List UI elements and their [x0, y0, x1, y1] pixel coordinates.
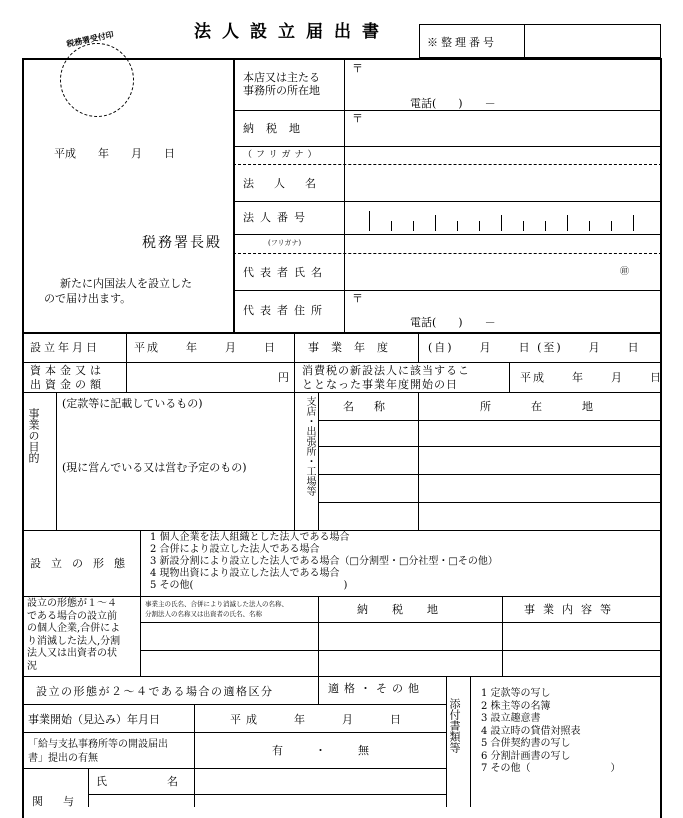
tax-place-postal-mark: 〒	[352, 112, 363, 125]
predecessor-name-note-1: 事業主の氏名、合併により消滅した法人の名称、	[145, 600, 288, 608]
branch-name-col: 名称	[343, 400, 405, 413]
consumption-tax-value: 平成 年 月 日	[520, 371, 663, 384]
attachments-list	[481, 688, 659, 776]
hq-label-1: 本店又は主たる	[243, 71, 320, 84]
predecessor-tax-place-col: 納税地	[357, 603, 462, 616]
actual-purpose-note: (現に営んでいる又は営む予定のもの)	[62, 461, 247, 474]
rep-address-postal-mark: 〒	[352, 292, 363, 305]
corp-number-label: 法人番号	[243, 211, 311, 224]
establishment-date-label: 設立年月日	[30, 341, 100, 354]
eligibility-value[interactable]: 適格・その他	[328, 682, 424, 695]
payroll-label-1: 「給与支払事務所等の開設届出	[28, 739, 168, 750]
formation-option[interactable]: 5 その他( )	[150, 580, 348, 591]
branch-label: 支店・出張所・工場等	[304, 396, 315, 496]
hq-phone: 電話( ) －	[410, 97, 496, 110]
establishment-date-value: 平成 年 月 日	[134, 341, 277, 354]
payroll-no[interactable]: 無	[358, 744, 369, 757]
rep-address-phone: 電話( ) －	[410, 316, 496, 329]
attachment-item: 3 設立趣意書	[481, 713, 541, 724]
formation-option[interactable]: 3 新設分割により設立した法人である場合（□分割型・□分社型・□その他）	[150, 556, 498, 567]
attachment-item: 6 分割計画書の写し	[481, 750, 571, 762]
consumption-tax-label-2: ととなった事業年度開始の日	[302, 378, 458, 391]
business-start-label: 事業開始（見込み）年月日	[28, 713, 160, 726]
business-purpose-label: 事業の目的	[27, 408, 40, 463]
branch-address-col: 所在地	[480, 400, 633, 413]
attachment-item: 2 株主等の名簿	[481, 700, 551, 712]
related-label: 関与	[32, 795, 94, 808]
seal-mark: ㊞	[620, 267, 630, 277]
rep-address-label: 代表者住所	[243, 304, 328, 317]
attachment-item: 7 その他（ ）	[481, 763, 621, 774]
capital-label-1: 資本金又は	[30, 364, 105, 377]
consumption-tax-label-1: 消費税の新設法人に該当するこ	[302, 364, 470, 377]
corp-name-label: 法人名	[243, 177, 336, 190]
furigana-label: （フリガナ）	[243, 150, 321, 160]
predecessor-name-note-2: 分割法人の名称又は出資者の氏名、名称	[145, 610, 262, 618]
attachment-item: 5 合併契約書の写し	[481, 738, 571, 749]
notice-line-1: 新たに内国法人を設立した	[60, 277, 192, 290]
predecessor-business-col: 事業内容等	[524, 603, 619, 616]
predecessor-label: 設立の形態が１～４ である場合の設立前 の個人企業,合併によ り消滅した法人,分割 法人又は出資者の状 況	[27, 598, 121, 672]
stamp-label: 税務署受付印	[65, 29, 115, 49]
addressee: 税務署長殿	[142, 235, 222, 251]
attachments-label: 添付書類等	[448, 698, 461, 753]
capital-unit: 円	[278, 371, 289, 384]
formation-options	[150, 532, 655, 592]
notice-line-2: ので届け出ます。	[44, 292, 132, 305]
formation-label: 設立の形態	[30, 557, 135, 570]
formation-option[interactable]: 1 個人企業を法人組織とした法人である場合	[150, 532, 350, 543]
formation-option[interactable]: 4 現物出資により設立した法人である場合	[150, 568, 340, 579]
ref-number-label: ※整理番号	[427, 36, 497, 49]
attachment-item: 1 定款等の写し	[481, 688, 551, 699]
fiscal-year-value: (自) 月 日 (至) 月 日	[428, 341, 641, 354]
submission-date: 平成 年 月 日	[54, 147, 175, 160]
charter-purpose-note: (定款等に記載しているもの)	[62, 397, 203, 410]
eligibility-label: 設立の形態が２～４である場合の適格区分	[36, 685, 274, 698]
hq-postal-mark: 〒	[352, 62, 363, 75]
hq-label-2: 事務所の所在地	[243, 84, 320, 97]
rep-name-label: 代表者氏名	[243, 266, 328, 279]
tax-place-label: 納税地	[243, 122, 312, 135]
related-name-col: 氏名	[96, 775, 238, 788]
attachment-item: 4 設立時の貸借対照表	[481, 725, 581, 737]
capital-label-2: 出資金の額	[30, 378, 105, 391]
payroll-yes[interactable]: 有	[272, 744, 283, 757]
rep-furigana-label: (フリガナ)	[268, 239, 302, 247]
payroll-dot: ・	[315, 744, 326, 757]
page-title: 法人設立届出書	[194, 22, 390, 42]
payroll-label-2: 書」提出の有無	[28, 753, 98, 764]
fiscal-year-label: 事業年度	[308, 341, 400, 354]
business-start-value: 平成 年 月 日	[230, 713, 406, 726]
formation-option[interactable]: 2 合併により設立した法人である場合	[150, 544, 320, 555]
corp-number-boxes[interactable]	[369, 211, 659, 233]
